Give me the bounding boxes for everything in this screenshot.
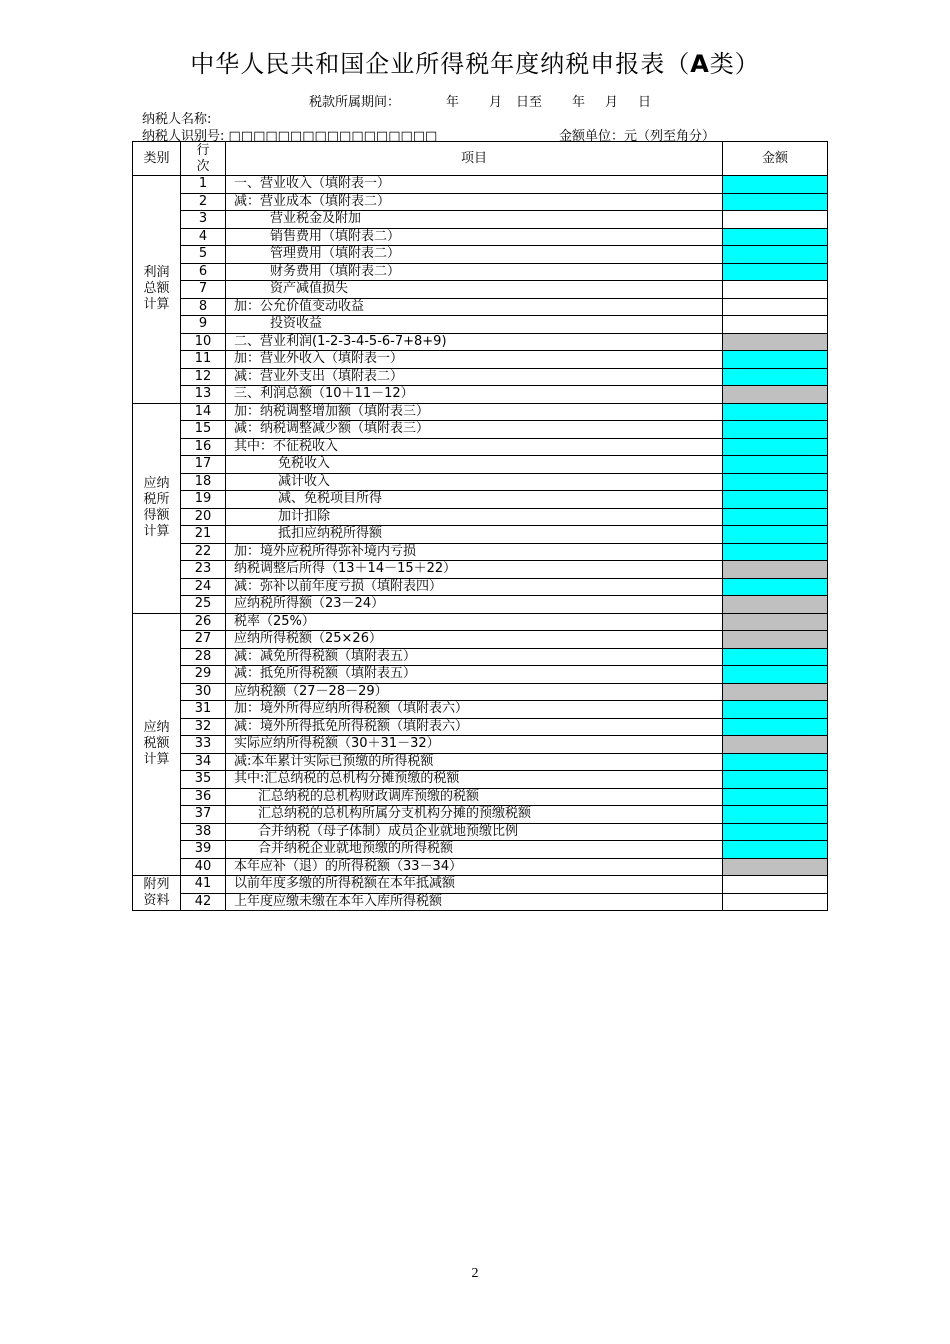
table-row xyxy=(133,736,828,754)
item-label: 减：弥补以前年度亏损（填附表四） xyxy=(226,578,723,596)
item-label: 本年应补（退）的所得税额（33－34） xyxy=(226,858,723,876)
period-end-month-label: 月 xyxy=(605,95,619,110)
amount-cell[interactable] xyxy=(723,858,828,876)
table-row xyxy=(133,683,828,701)
item-label: 税率（25%） xyxy=(226,613,723,631)
category-cell-taxable-income: 应纳 税所 得额 计算 xyxy=(133,403,181,613)
table-row xyxy=(133,718,828,736)
line-number: 11 xyxy=(181,351,226,369)
line-number: 24 xyxy=(181,578,226,596)
table-row xyxy=(133,788,828,806)
period-end-day-label: 日 xyxy=(638,95,652,110)
category-cell-appendix: 附列 资料 xyxy=(133,876,181,911)
amount-cell[interactable] xyxy=(723,246,828,264)
item-label: 财务费用（填附表二） xyxy=(226,263,723,281)
table-row xyxy=(133,193,828,211)
table-row xyxy=(133,421,828,439)
line-number: 31 xyxy=(181,701,226,719)
table-row xyxy=(133,561,828,579)
amount-cell[interactable] xyxy=(723,508,828,526)
item-label: 营业税金及附加 xyxy=(226,211,723,229)
item-label: 减:本年累计实际已预缴的所得税额 xyxy=(226,753,723,771)
table-row xyxy=(133,351,828,369)
tax-return-table xyxy=(132,141,828,911)
item-label: 其中:汇总纳税的总机构分摊预缴的税额 xyxy=(226,771,723,789)
amount-cell[interactable] xyxy=(723,753,828,771)
amount-cell[interactable] xyxy=(723,771,828,789)
amount-cell[interactable] xyxy=(723,281,828,299)
item-label: 应纳所得税额（25×26） xyxy=(226,631,723,649)
line-number: 18 xyxy=(181,473,226,491)
table-row xyxy=(133,316,828,334)
amount-cell[interactable] xyxy=(723,263,828,281)
table-row xyxy=(133,841,828,859)
period-end-year-label: 年 xyxy=(572,95,586,110)
amount-cell[interactable] xyxy=(723,718,828,736)
item-label: 实际应纳所得税额（30＋31－32） xyxy=(226,736,723,754)
form-title: 中华人民共和国企业所得税年度纳税申报表（A类） xyxy=(190,50,760,78)
table-row xyxy=(133,368,828,386)
line-number: 16 xyxy=(181,438,226,456)
amount-cell[interactable] xyxy=(723,736,828,754)
period-start-year-label: 年 xyxy=(446,95,460,110)
table-row xyxy=(133,806,828,824)
amount-cell[interactable] xyxy=(723,438,828,456)
item-label: 加：纳税调整增加额（填附表三） xyxy=(226,403,723,421)
amount-cell[interactable] xyxy=(723,228,828,246)
line-number: 38 xyxy=(181,823,226,841)
line-number: 8 xyxy=(181,298,226,316)
line-number: 27 xyxy=(181,631,226,649)
header-item: 项目 xyxy=(226,142,723,176)
item-label: 上年度应缴未缴在本年入库所得税额 xyxy=(226,893,723,911)
line-number: 42 xyxy=(181,893,226,911)
amount-cell[interactable] xyxy=(723,788,828,806)
table-row xyxy=(133,246,828,264)
amount-cell[interactable] xyxy=(723,211,828,229)
table-row xyxy=(133,648,828,666)
table-row xyxy=(133,298,828,316)
line-number: 4 xyxy=(181,228,226,246)
item-label: 加：营业外收入（填附表一） xyxy=(226,351,723,369)
amount-cell[interactable] xyxy=(723,473,828,491)
table-row xyxy=(133,526,828,544)
line-number: 37 xyxy=(181,806,226,824)
line-number: 14 xyxy=(181,403,226,421)
item-label: 减：营业成本（填附表二） xyxy=(226,193,723,211)
table-row xyxy=(133,823,828,841)
table-row xyxy=(133,543,828,561)
line-number: 32 xyxy=(181,718,226,736)
amount-cell[interactable] xyxy=(723,333,828,351)
header-category: 类别 xyxy=(133,142,181,176)
table-row xyxy=(133,876,828,894)
amount-cell[interactable] xyxy=(723,403,828,421)
amount-cell[interactable] xyxy=(723,176,828,194)
table-row xyxy=(133,596,828,614)
item-label: 以前年度多缴的所得税额在本年抵减额 xyxy=(226,876,723,894)
item-label: 三、利润总额（10＋11－12） xyxy=(226,386,723,404)
table-row xyxy=(133,473,828,491)
amount-cell[interactable] xyxy=(723,841,828,859)
table-row xyxy=(133,858,828,876)
amount-unit-label: 金额单位：元（列至角分） xyxy=(559,129,716,144)
amount-cell[interactable] xyxy=(723,526,828,544)
item-label: 销售费用（填附表二） xyxy=(226,228,723,246)
table-row xyxy=(133,228,828,246)
line-number: 3 xyxy=(181,211,226,229)
amount-cell[interactable] xyxy=(723,893,828,911)
line-number: 12 xyxy=(181,368,226,386)
line-number: 39 xyxy=(181,841,226,859)
amount-cell[interactable] xyxy=(723,368,828,386)
item-label: 汇总纳税的总机构财政调库预缴的税额 xyxy=(226,788,723,806)
item-label: 加：公允价值变动收益 xyxy=(226,298,723,316)
header-line-no: 行次 xyxy=(181,142,226,176)
table-row xyxy=(133,333,828,351)
item-label: 减：减免所得税额（填附表五） xyxy=(226,648,723,666)
tax-period-label: 税款所属期间： xyxy=(309,95,401,110)
line-number: 34 xyxy=(181,753,226,771)
table-row xyxy=(133,508,828,526)
taxpayer-name-label: 纳税人名称: xyxy=(142,112,212,127)
item-label: 汇总纳税的总机构所属分支机构分摊的预缴税额 xyxy=(226,806,723,824)
item-label: 管理费用（填附表二） xyxy=(226,246,723,264)
item-label: 投资收益 xyxy=(226,316,723,334)
table-row xyxy=(133,456,828,474)
amount-cell[interactable] xyxy=(723,298,828,316)
table-row xyxy=(133,438,828,456)
category-cell-profit: 利润 总额 计算 xyxy=(133,176,181,404)
header-amount: 金额 xyxy=(723,142,828,176)
taxpayer-id-label: 纳税人识别号: □□□□□□□□□□□□□□□□□ xyxy=(142,129,438,144)
line-number: 1 xyxy=(181,176,226,194)
line-number: 29 xyxy=(181,666,226,684)
line-number: 21 xyxy=(181,526,226,544)
line-number: 23 xyxy=(181,561,226,579)
line-number: 30 xyxy=(181,683,226,701)
line-number: 20 xyxy=(181,508,226,526)
amount-cell[interactable] xyxy=(723,666,828,684)
line-number: 13 xyxy=(181,386,226,404)
line-number: 41 xyxy=(181,876,226,894)
item-label: 资产减值损失 xyxy=(226,281,723,299)
table-row xyxy=(133,701,828,719)
page-number: 2 xyxy=(471,1266,479,1281)
table-row xyxy=(133,893,828,911)
table-row xyxy=(133,753,828,771)
table-row xyxy=(133,281,828,299)
line-number: 15 xyxy=(181,421,226,439)
item-label: 合并纳税企业就地预缴的所得税额 xyxy=(226,841,723,859)
item-label: 免税收入 xyxy=(226,456,723,474)
amount-cell[interactable] xyxy=(723,648,828,666)
item-label: 其中：不征税收入 xyxy=(226,438,723,456)
line-number: 10 xyxy=(181,333,226,351)
item-label: 二、营业利润(1-2-3-4-5-6-7+8+9) xyxy=(226,333,723,351)
item-label: 应纳税所得额（23－24） xyxy=(226,596,723,614)
period-start-month-label: 月 xyxy=(489,95,503,110)
table-row xyxy=(133,403,828,421)
line-number: 35 xyxy=(181,771,226,789)
line-number: 9 xyxy=(181,316,226,334)
item-label: 加计扣除 xyxy=(226,508,723,526)
amount-cell[interactable] xyxy=(723,561,828,579)
amount-cell[interactable] xyxy=(723,596,828,614)
item-label: 抵扣应纳税所得额 xyxy=(226,526,723,544)
amount-cell[interactable] xyxy=(723,613,828,631)
amount-cell[interactable] xyxy=(723,491,828,509)
line-number: 36 xyxy=(181,788,226,806)
table-row xyxy=(133,491,828,509)
category-cell-tax-payable: 应纳 税额 计算 xyxy=(133,613,181,876)
amount-cell[interactable] xyxy=(723,351,828,369)
line-number: 7 xyxy=(181,281,226,299)
item-label: 减、免税项目所得 xyxy=(226,491,723,509)
amount-cell[interactable] xyxy=(723,683,828,701)
amount-cell[interactable] xyxy=(723,316,828,334)
item-label: 减计收入 xyxy=(226,473,723,491)
table-row xyxy=(133,263,828,281)
table-row xyxy=(133,578,828,596)
item-label: 减：抵免所得税额（填附表五） xyxy=(226,666,723,684)
amount-cell[interactable] xyxy=(723,456,828,474)
line-number: 28 xyxy=(181,648,226,666)
amount-cell[interactable] xyxy=(723,631,828,649)
line-number: 33 xyxy=(181,736,226,754)
amount-cell[interactable] xyxy=(723,578,828,596)
line-number: 25 xyxy=(181,596,226,614)
amount-cell[interactable] xyxy=(723,193,828,211)
line-number: 26 xyxy=(181,613,226,631)
item-label: 加：境外所得应纳所得税额（填附表六） xyxy=(226,701,723,719)
amount-cell[interactable] xyxy=(723,876,828,894)
item-label: 纳税调整后所得（13＋14－15＋22） xyxy=(226,561,723,579)
table-row xyxy=(133,211,828,229)
table-row xyxy=(133,176,828,194)
line-number: 22 xyxy=(181,543,226,561)
line-number: 6 xyxy=(181,263,226,281)
item-label: 加：境外应税所得弥补境内亏损 xyxy=(226,543,723,561)
item-label: 应纳税额（27－28－29） xyxy=(226,683,723,701)
item-label: 合并纳税（母子体制）成员企业就地预缴比例 xyxy=(226,823,723,841)
line-number: 40 xyxy=(181,858,226,876)
amount-cell[interactable] xyxy=(723,823,828,841)
amount-cell[interactable] xyxy=(723,386,828,404)
period-start-day-label: 日至 xyxy=(516,95,543,110)
line-number: 17 xyxy=(181,456,226,474)
item-label: 一、营业收入（填附表一） xyxy=(226,176,723,194)
table-row xyxy=(133,631,828,649)
item-label: 减：营业外支出（填附表二） xyxy=(226,368,723,386)
table-row xyxy=(133,666,828,684)
amount-cell[interactable] xyxy=(723,701,828,719)
item-label: 减：境外所得抵免所得税额（填附表六） xyxy=(226,718,723,736)
amount-cell[interactable] xyxy=(723,543,828,561)
item-label: 减：纳税调整减少额（填附表三） xyxy=(226,421,723,439)
table-row xyxy=(133,771,828,789)
amount-cell[interactable] xyxy=(723,421,828,439)
table-header-row xyxy=(133,142,828,176)
line-number: 2 xyxy=(181,193,226,211)
line-number: 5 xyxy=(181,246,226,264)
table-row xyxy=(133,386,828,404)
line-number: 19 xyxy=(181,491,226,509)
amount-cell[interactable] xyxy=(723,806,828,824)
table-row xyxy=(133,613,828,631)
